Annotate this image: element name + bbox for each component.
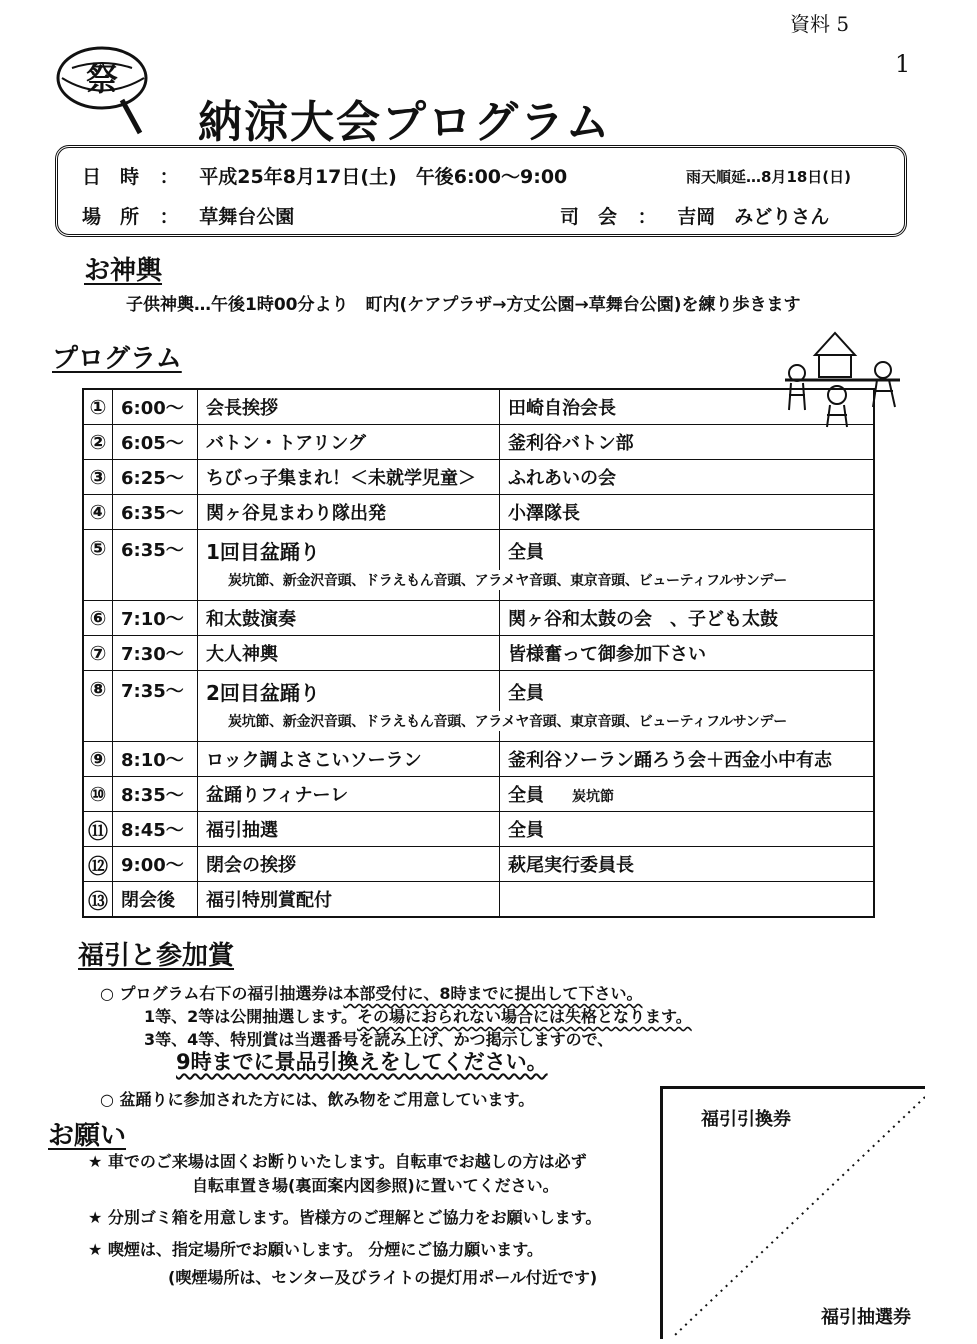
date-value: 平成25年8月17日(土) 午後6:00～9:00	[199, 166, 568, 188]
row-responsible-text: 田崎自治会長	[508, 398, 616, 419]
fukubiki-line-2a: 1等、2等は公開抽選します。	[144, 1007, 357, 1026]
row-responsible-text: 全員	[508, 542, 544, 563]
row-song-list: 炭坑節、新金沢音頭、ドラえもん音頭、アラメヤ音頭、東京音頭、ビューティフルサンデー	[206, 570, 787, 590]
row-responsible	[500, 389, 875, 425]
table-row	[83, 742, 874, 777]
row-number-text: ⑫	[88, 853, 108, 878]
coupon-lottery-label: 福引抽選券	[821, 1307, 911, 1328]
row-activity-text: 会長挨拶	[206, 398, 278, 419]
table-row	[83, 777, 874, 812]
row-time	[113, 882, 198, 918]
row-responsible	[500, 742, 875, 777]
row-responsible-text: 皆様奮って御参加下さい	[508, 644, 706, 665]
row-activity-text: 大人神輿	[206, 644, 278, 665]
fukubiki-line-1	[100, 982, 692, 1005]
row-responsible	[500, 460, 875, 495]
row-time	[113, 847, 198, 882]
row-time-text: 6:00～	[121, 398, 184, 419]
row-activity-text: 1回目盆踊り	[206, 540, 320, 564]
row-responsible	[500, 882, 875, 918]
row-activity	[198, 742, 500, 777]
row-number-text: ⑨	[89, 747, 107, 771]
row-activity-text: ロック調よさこいソーラン	[206, 750, 422, 771]
row-activity	[198, 389, 500, 425]
corner-note: 資料 5	[790, 12, 850, 36]
place-value: 草舞台公園	[199, 206, 295, 228]
request-item-3-note: (喫煙場所は、センター及びライトの提灯用ポール付近です)	[168, 1268, 598, 1287]
fukubiki-heading: 福引と参加賞	[78, 941, 235, 971]
row-number-text: ③	[89, 465, 107, 489]
row-number-text: ④	[89, 500, 107, 524]
row-time-text: 8:35～	[121, 785, 184, 806]
row-activity-text: 関ヶ谷見まわり隊出発	[206, 503, 386, 524]
row-activity-text: 閉会の挨拶	[206, 855, 296, 876]
table-row	[83, 425, 874, 460]
row-number	[83, 636, 113, 671]
row-number-text: ⑦	[89, 641, 107, 665]
row-responsible-text: 全員	[508, 785, 544, 806]
table-row	[83, 882, 874, 918]
row-time-text: 7:30～	[121, 644, 184, 665]
row-activity	[198, 812, 500, 847]
row-number-text: ②	[89, 430, 107, 454]
row-time-text: 6:35～	[121, 503, 184, 524]
row-time-text: 7:35～	[121, 681, 184, 702]
row-time	[113, 425, 198, 460]
row-responsible-text: 釜利谷バトン部	[508, 433, 634, 454]
row-number-text: ⑤	[89, 536, 107, 560]
row-time	[113, 389, 198, 425]
program-table	[82, 388, 875, 918]
row-time	[113, 777, 198, 812]
row-number-text: ⑥	[89, 606, 107, 630]
row-responsible-text: ふれあいの会	[508, 468, 616, 489]
row-responsible-sub: 炭坑節	[572, 789, 614, 805]
row-activity-text: 福引特別賞配付	[206, 890, 332, 911]
row-activity-text: ちびっ子集まれ！＜未就学児童＞	[206, 468, 476, 489]
row-activity	[198, 882, 500, 918]
place-row	[82, 202, 294, 229]
fukubiki-line-1a: ○ プログラム右下の福引抽選券は	[100, 984, 344, 1003]
row-responsible	[500, 636, 875, 671]
row-number	[83, 601, 113, 636]
row-time-text: 6:35～	[121, 540, 184, 561]
info-box	[55, 145, 907, 237]
table-row	[83, 671, 874, 742]
row-time-text: 6:25～	[121, 468, 184, 489]
fukubiki-line-4: 9時までに景品引換えをしてください。	[176, 1050, 548, 1074]
table-row	[83, 636, 874, 671]
row-time	[113, 530, 198, 601]
row-responsible	[500, 601, 875, 636]
row-responsible-text: 萩尾実行委員長	[508, 855, 634, 876]
row-time-text: 6:05～	[121, 433, 184, 454]
row-responsible-text: 全員	[508, 683, 544, 704]
table-row	[83, 812, 874, 847]
row-responsible	[500, 425, 875, 460]
row-time-text: 7:10～	[121, 609, 184, 630]
fukubiki-line-1b: 本部受付に、8時までに提出して下さい。	[343, 984, 643, 1003]
table-row	[83, 847, 874, 882]
mikoshi-text: 子供神輿…午後1時00分より 町内(ケアプラザ→方丈公園→草舞台公園)を練り歩きます	[126, 295, 801, 315]
row-number	[83, 742, 113, 777]
row-activity	[198, 425, 500, 460]
row-activity	[198, 460, 500, 495]
fukubiki-line-2	[100, 1005, 692, 1028]
row-number	[83, 495, 113, 530]
fukubiki-block	[100, 982, 692, 1111]
row-responsible	[500, 847, 875, 882]
row-activity	[198, 636, 500, 671]
row-activity-text: 盆踊りフィナーレ	[206, 785, 349, 806]
row-number	[83, 460, 113, 495]
row-time	[113, 742, 198, 777]
lottery-coupon[interactable]	[660, 1086, 925, 1339]
row-responsible	[500, 777, 875, 812]
row-time	[113, 636, 198, 671]
rain-note: 雨天順延…8月18日(日)	[686, 168, 852, 186]
row-time	[113, 460, 198, 495]
date-label: 日 時	[82, 166, 140, 188]
request-item-3: ★ 喫煙は、指定場所でお願いします。 分煙にご協力願います。	[88, 1240, 543, 1259]
row-number	[83, 389, 113, 425]
row-number	[83, 812, 113, 847]
row-number-text: ①	[89, 395, 107, 419]
fukubiki-line-4-wrap	[100, 1051, 692, 1074]
program-heading: プログラム	[52, 344, 182, 374]
row-activity-text: 2回目盆踊り	[206, 681, 320, 705]
row-activity	[198, 777, 500, 812]
row-activity	[198, 847, 500, 882]
fan-label: 祭	[85, 60, 119, 98]
place-label: 場 所	[82, 206, 140, 228]
table-row	[83, 460, 874, 495]
row-time	[113, 671, 198, 742]
matsuri-fan-icon	[52, 38, 162, 138]
date-sep: ：	[159, 166, 179, 188]
page-number: 1	[895, 50, 911, 78]
row-song-list: 炭坑節、新金沢音頭、ドラえもん音頭、アラメヤ音頭、東京音頭、ビューティフルサンデー	[206, 711, 787, 731]
table-row	[83, 601, 874, 636]
fukubiki-line-3: 3等、4等、特別賞は当選番号を読み上げ、かつ掲示しますので、	[144, 1030, 614, 1049]
request-item-1-cont: 自転車置き場(裏面案内図参照)に置いてください。	[192, 1176, 559, 1195]
row-number-text: ⑬	[88, 888, 108, 913]
date-row	[82, 162, 567, 189]
row-number	[83, 425, 113, 460]
fukubiki-line-2b: その場におられない場合には失格となります。	[357, 1007, 692, 1026]
row-time	[113, 601, 198, 636]
coupon-exchange-label: 福引引換券	[701, 1109, 791, 1130]
mikoshi-heading: お神輿	[84, 256, 163, 286]
row-responsible	[500, 495, 875, 530]
page-title: 納涼大会プログラム	[198, 97, 612, 148]
row-number-text: ⑪	[88, 818, 108, 843]
row-time-text: 閉会後	[121, 890, 175, 911]
row-activity-text: 和太鼓演奏	[206, 609, 296, 630]
mc-value: 吉岡 みどりさん	[677, 206, 830, 228]
requests-block	[88, 1150, 601, 1290]
fukubiki-line-5: ○ 盆踊りに参加された方には、飲み物をご用意しています。	[100, 1090, 535, 1109]
mc-label: 司 会	[560, 206, 618, 228]
row-time-text: 8:45～	[121, 820, 184, 841]
request-item-1: ★ 車でのご来場は固くお断りいたします。自転車でお越しの方は必ず	[88, 1152, 587, 1171]
row-responsible	[500, 812, 875, 847]
row-time	[113, 495, 198, 530]
row-number-text: ⑧	[89, 677, 107, 701]
row-activity-text: バトン・トアリング	[206, 433, 367, 454]
place-sep: ：	[159, 206, 179, 228]
table-row	[83, 495, 874, 530]
requests-heading: お願い	[48, 1121, 127, 1151]
row-number	[83, 847, 113, 882]
row-responsible-text: 全員	[508, 820, 544, 841]
table-row	[83, 389, 874, 425]
row-activity-text: 福引抽選	[206, 820, 278, 841]
mc-row	[560, 202, 829, 229]
row-time-text: 8:10～	[121, 750, 184, 771]
row-responsible-text: 釜利谷ソーラン踊ろう会＋西金小中有志	[508, 750, 832, 771]
mc-sep: ：	[637, 206, 657, 228]
request-item-2: ★ 分別ゴミ箱を用意します。皆様方のご理解とご協力をお願いします。	[88, 1208, 602, 1227]
row-number-text: ⑩	[89, 782, 107, 806]
row-activity	[198, 495, 500, 530]
row-time-text: 9:00～	[121, 855, 184, 876]
row-number	[83, 530, 113, 601]
table-row	[83, 530, 874, 601]
row-responsible-text: 小澤隊長	[508, 503, 580, 524]
row-number	[83, 671, 113, 742]
row-activity	[198, 601, 500, 636]
row-responsible-text: 関ヶ谷和太鼓の会 、子ども太鼓	[508, 609, 778, 630]
row-number	[83, 777, 113, 812]
row-number	[83, 882, 113, 918]
row-time	[113, 812, 198, 847]
